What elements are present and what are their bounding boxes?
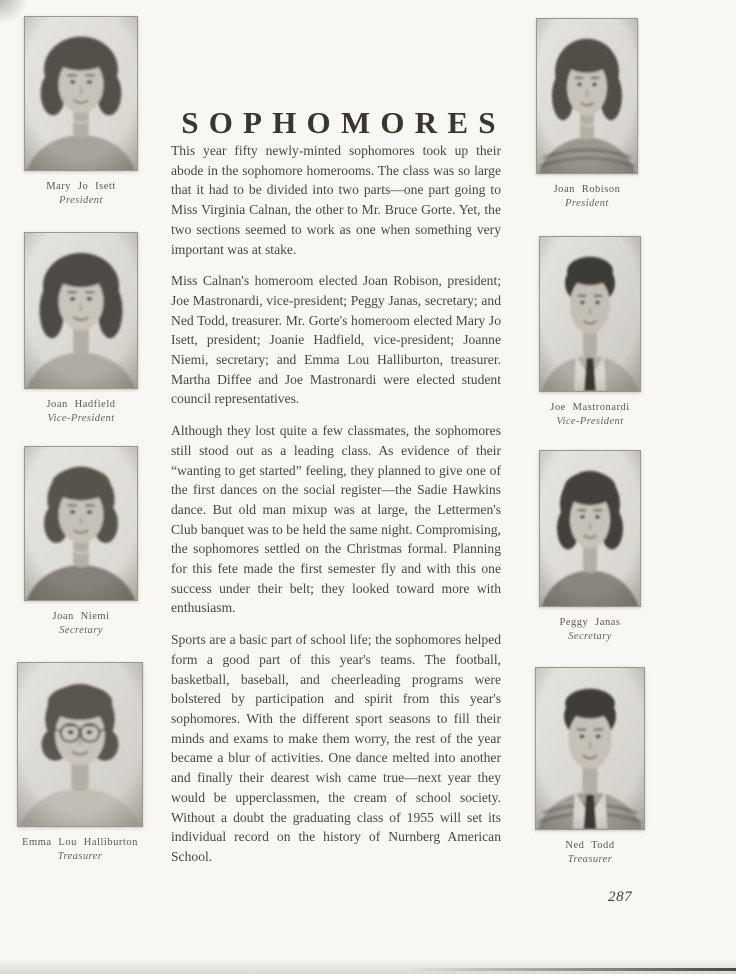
portrait-mary-jo-isett <box>1 16 161 208</box>
portrait-name: Joan Hadfield <box>46 399 116 410</box>
portrait-caption <box>510 616 670 644</box>
portrait-title: Treasurer <box>567 854 613 865</box>
portrait-title: Secretary <box>59 625 103 636</box>
portrait-photo <box>539 236 641 392</box>
paragraph-2: Miss Calnan's homeroom elected Joan Robison, president; Joe Mastronardi, vice-president; Peggy Janas, secretary; and Ned Todd, treasurer. Mr. Gorte's homeroom elected Mary Jo Isett, president; Joanie Hadfield, vice-president; Joanne Niemi, secretary; and Emma Lou Halliburton, treasurer. Martha Diffee and Joe Mastronardi were elected student council representatives. <box>171 273 501 407</box>
portrait-photo <box>17 662 143 827</box>
page-bottom-edge <box>0 960 736 974</box>
paragraph-3: Although they lost quite a few classmates, the sophomores still stood out as a leading class. As evidence of their “wanting to get started” feeling, they planned to give one of the first dances on the social register—the Sadie Hawkins dance. But old man mixup was at large, the Lettermen's Club banquet was to be held the same night. Compromising, the sophomores settled on the Christmas formal. Planning for this fete made the first semester fly and with this one success under their belt; they looked toward more with enthusiasm. <box>171 423 501 616</box>
portrait-photo <box>24 232 138 389</box>
portrait-ned-todd <box>510 667 670 867</box>
portrait-title: Secretary <box>568 631 612 642</box>
portrait-caption <box>1 398 161 426</box>
page-number: 287 <box>608 889 633 905</box>
portrait-title: President <box>59 195 103 206</box>
portrait-emma-lou-halliburton <box>0 662 160 864</box>
portrait-photo <box>24 16 138 171</box>
portrait-photo <box>24 446 138 601</box>
portrait-joan-niemi <box>1 446 161 638</box>
portrait-caption <box>0 836 160 864</box>
portrait-title: Vice-President <box>556 416 624 427</box>
article-text <box>171 141 501 879</box>
portrait-title: Treasurer <box>57 851 103 862</box>
page-title: SOPHOMORES <box>181 104 506 140</box>
paragraph-4: Sports are a basic part of school life; the sophomores helped form a good part of this year's teams. The football, basketball, baseball, and cheerleading programs were bolstered by participation and spirit from this year's sophomores. With the different sport seasons to fill their minds and exams to make them worry, the rest of the year became a blur of activities. One dance melted into another and finally their dearest wish came true—next year they would be upperclassmen, the cream of school society. Without a doubt the graduating class of 1955 will set its individual record on the history of Nurnberg American School. <box>171 632 501 864</box>
portrait-photo <box>536 18 638 174</box>
portrait-photo <box>535 667 645 830</box>
portrait-caption <box>1 610 161 638</box>
portrait-name: Mary Jo Isett <box>46 181 116 192</box>
portrait-joe-mastronardi <box>510 236 670 429</box>
portrait-joan-robison <box>507 18 667 211</box>
portrait-name: Peggy Janas <box>559 617 621 628</box>
portrait-joan-hadfield <box>1 232 161 426</box>
portrait-name: Emma Lou Halliburton <box>22 837 138 848</box>
portrait-peggy-janas <box>510 450 670 644</box>
portrait-caption <box>510 401 670 429</box>
portrait-title: Vice-President <box>47 413 115 424</box>
portrait-caption <box>510 839 670 867</box>
portrait-name: Joan Niemi <box>52 611 110 622</box>
portrait-photo <box>539 450 641 607</box>
portrait-title: President <box>565 198 609 209</box>
portrait-name: Joan Robison <box>553 184 621 195</box>
portrait-caption <box>507 183 667 211</box>
portrait-name: Ned Todd <box>565 840 615 851</box>
portrait-caption <box>1 180 161 208</box>
paragraph-1: This year fifty newly-minted sophomores took up their abode in the sophomore homerooms. The class was so large that it had to be divided into two parts—one part going to Miss Virginia Calnan, the other to Mr. Bruce Gorte. Yet, the two sections seemed to work as one when something very important was at stake. <box>171 143 501 257</box>
portrait-name: Joe Mastronardi <box>550 402 630 413</box>
scan-bottom-line <box>405 968 736 971</box>
